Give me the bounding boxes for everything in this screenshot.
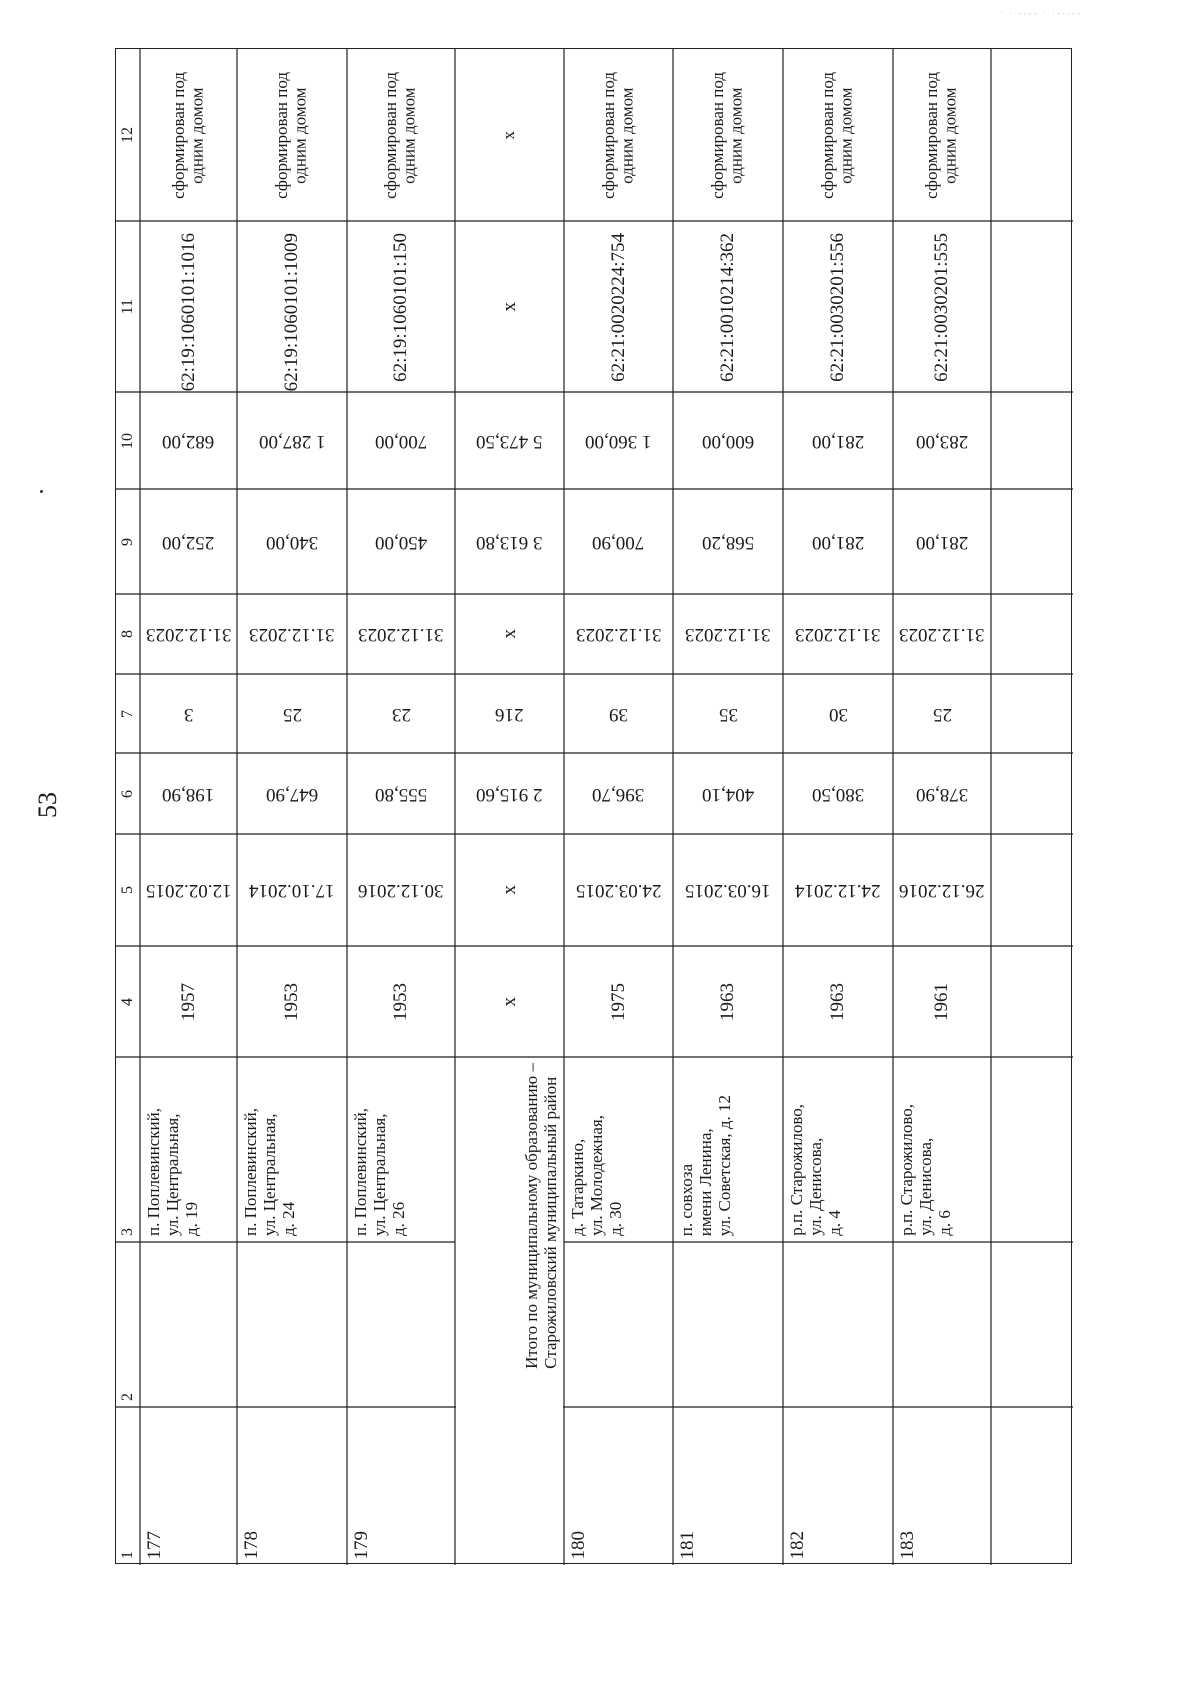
table-cell-c3 xyxy=(140,1057,237,1242)
header-number: 8 xyxy=(119,630,136,638)
header-cell xyxy=(116,834,140,946)
address xyxy=(787,1104,844,1236)
address-line: ул. Центральная, xyxy=(163,1113,183,1236)
header-number: 12 xyxy=(119,127,136,143)
scan-artifact: · · ‐‐‐‐ · ·‐‐‐‐‐ xyxy=(1000,8,1082,18)
table-cell-c8 xyxy=(673,594,783,674)
scan-speck xyxy=(40,490,43,493)
status-line: одним домом xyxy=(291,86,310,184)
table-cell-c8 xyxy=(140,594,237,674)
table-cell-c12 xyxy=(564,49,673,221)
row-number: 183 xyxy=(897,1530,918,1559)
header-cell xyxy=(116,49,140,221)
table-cell-c4 xyxy=(893,946,991,1057)
table-cell-c1 xyxy=(140,1407,237,1565)
area-value: 555,80 xyxy=(374,783,428,805)
address-line: п. совхоза xyxy=(677,1163,696,1236)
table-cell-c6 xyxy=(783,753,893,834)
status-line: сформирован под xyxy=(168,71,188,199)
address-line: д. 4 xyxy=(825,1210,845,1236)
date-recognized: 12.02.2015 xyxy=(145,880,232,901)
table-cell-c5 xyxy=(673,834,783,946)
table-cell-c6 xyxy=(564,753,673,834)
table-cell-c5 xyxy=(564,834,673,946)
table-cell-c5 xyxy=(347,834,455,946)
table-cell-c6 xyxy=(140,753,237,834)
table-cell-c4 xyxy=(455,946,564,1057)
status-text xyxy=(382,72,419,199)
table-cell-c1 xyxy=(783,1407,893,1565)
table-cell-c2 xyxy=(783,1242,893,1407)
table-cell-c2 xyxy=(237,1242,347,1407)
residents-count: 25 xyxy=(282,703,302,725)
status-line: сформирован под xyxy=(708,71,728,199)
table-cell-c6 xyxy=(673,753,783,834)
address-line: имени Ленина, xyxy=(696,1128,716,1236)
planned-date: 31.12.2023 xyxy=(795,624,881,645)
table-cell-c8 xyxy=(455,594,564,674)
land-area: 1 360,00 xyxy=(585,430,652,452)
area-value: 378,90 xyxy=(915,783,969,805)
address-line: ул. Молодежная, xyxy=(587,1115,607,1236)
table-cell-c2 xyxy=(140,1242,237,1407)
table-cell-c12 xyxy=(455,49,564,221)
address-line: д. 30 xyxy=(606,1201,626,1236)
table-cell-c10 xyxy=(455,392,564,489)
table-cell-c6 xyxy=(347,753,455,834)
year-built: 1975 xyxy=(607,982,629,1021)
table-cell-c9 xyxy=(140,489,237,594)
status-line: одним домом xyxy=(187,86,207,184)
address-line: п. Поплевинский, xyxy=(241,1108,260,1236)
address-line: ул. Денисова, xyxy=(916,1138,936,1236)
total-label xyxy=(522,1063,560,1369)
status-line: сформирован под xyxy=(381,71,401,199)
address-line: ул. Центральная, xyxy=(260,1113,280,1236)
planned-date: 31.12.2023 xyxy=(685,624,771,645)
address-line: ул. Центральная, xyxy=(370,1113,390,1236)
table-cell-c10 xyxy=(347,392,455,489)
table-cell-c8 xyxy=(237,594,347,674)
area-value: 396,70 xyxy=(592,783,645,805)
table-cell-c9 xyxy=(455,489,564,594)
cadastral-number: 62:19:1060101:1009 xyxy=(281,233,302,392)
status-line: сформирован под xyxy=(818,71,838,199)
cadastral-number: х xyxy=(498,301,520,312)
residents-count: 35 xyxy=(718,703,738,725)
header-number: 3 xyxy=(119,1228,136,1236)
table-cell-c2 xyxy=(893,1242,991,1407)
address xyxy=(568,1115,625,1236)
table-cell-c12 xyxy=(140,49,237,221)
table-cell-c9 xyxy=(237,489,347,594)
table-cell-c8 xyxy=(783,594,893,674)
table-cell-c9 xyxy=(673,489,783,594)
row-number: 182 xyxy=(787,1530,808,1559)
table-cell-c3 xyxy=(673,1057,783,1242)
address-line: д. 19 xyxy=(182,1201,202,1236)
planned-date: 31.12.2023 xyxy=(249,624,335,645)
header-number: 9 xyxy=(119,537,136,546)
area-value: 404,10 xyxy=(701,783,755,805)
cadastral-number: 62:21:0030201:555 xyxy=(931,233,952,382)
planned-date: 31.12.2023 xyxy=(575,624,662,645)
address-line: п. Поплевинский, xyxy=(351,1108,370,1236)
year-built: 1961 xyxy=(931,982,952,1021)
land-area: 700,00 xyxy=(374,430,428,452)
table-cell-c9 xyxy=(783,489,893,594)
table-cell-c4 xyxy=(673,946,783,1057)
page-number: 53 xyxy=(33,792,62,818)
header-cell xyxy=(116,594,140,674)
table-cell-c7 xyxy=(564,674,673,753)
table-cell-c10 xyxy=(237,392,347,489)
date-recognized: 24.12.2014 xyxy=(795,880,881,901)
table-cell-c7 xyxy=(783,674,893,753)
table-cell-c3 xyxy=(564,1057,673,1242)
date-recognized: 24.03.2015 xyxy=(575,880,662,901)
row-number: 177 xyxy=(144,1530,165,1559)
residents-count: 39 xyxy=(609,703,628,725)
address xyxy=(144,1108,201,1236)
table-cell-c11 xyxy=(673,221,783,392)
status-text xyxy=(273,72,310,199)
table-cell-c8 xyxy=(347,594,455,674)
header-cell xyxy=(116,489,140,594)
table-cell-c12 xyxy=(893,49,991,221)
status-text xyxy=(170,72,207,199)
table-cell-c10 xyxy=(140,392,237,489)
table-cell-c12 xyxy=(673,49,783,221)
table-cell-c11 xyxy=(783,221,893,392)
table-cell-c6 xyxy=(455,753,564,834)
address-line: д. 26 xyxy=(389,1201,409,1236)
status-line: сформирован под xyxy=(598,71,618,199)
cadastral-number: 62:21:0030201:556 xyxy=(827,233,848,382)
table-cell-c5 xyxy=(237,834,347,946)
area-value-2: 281,00 xyxy=(915,531,969,553)
land-area: 682,00 xyxy=(162,430,215,452)
cadastral-number: 62:21:0020224:754 xyxy=(607,233,629,382)
table-cell-c3 xyxy=(237,1057,347,1242)
header-cell xyxy=(116,392,140,489)
table-cell-c5 xyxy=(140,834,237,946)
status-line: одним домом xyxy=(941,86,960,184)
date-recognized: 30.12.2016 xyxy=(358,880,444,901)
table-cell-c4 xyxy=(564,946,673,1057)
cadastral-number: 62:19:1060101:150 xyxy=(390,233,411,382)
merge-mask xyxy=(456,1405,563,1409)
area-value-2: 281,00 xyxy=(811,531,865,553)
table-cell-c4 xyxy=(347,946,455,1057)
address-line: ул. Советская, д. 12 xyxy=(715,1094,735,1236)
status-line: сформирован под xyxy=(272,71,292,199)
year-built: 1953 xyxy=(281,982,302,1021)
table-cell-c2 xyxy=(564,1242,673,1407)
table-cell-c1 xyxy=(237,1407,347,1565)
area-value-2: 700,90 xyxy=(592,531,645,553)
land-area: 281,00 xyxy=(811,430,865,452)
status-line: одним домом xyxy=(400,86,419,184)
status-line: сформирован под xyxy=(922,71,942,199)
residents-count: 216 xyxy=(495,703,524,725)
table-cell-c8 xyxy=(564,594,673,674)
table-cell-c2 xyxy=(347,1242,455,1407)
table-cell-c7 xyxy=(140,674,237,753)
year-built: 1953 xyxy=(390,982,411,1021)
table-cell-c11 xyxy=(347,221,455,392)
header-number: 1 xyxy=(119,1551,136,1559)
table-cell-c10 xyxy=(783,392,893,489)
area-value-2: 568,20 xyxy=(701,531,755,553)
status-text xyxy=(709,72,746,199)
header-number: 10 xyxy=(119,432,136,449)
date-recognized: х xyxy=(498,885,520,895)
date-recognized: 17.10.2014 xyxy=(249,880,335,901)
date-recognized: 26.12.2016 xyxy=(899,880,985,901)
address xyxy=(677,1095,734,1236)
header-number: 5 xyxy=(119,886,136,894)
area-value: 2 915,60 xyxy=(476,783,543,805)
table-cell-c3 xyxy=(347,1057,455,1242)
table-cell-c9 xyxy=(564,489,673,594)
table-cell-c10 xyxy=(893,392,991,489)
date-recognized: 16.03.2015 xyxy=(685,880,771,901)
header-cell xyxy=(116,674,140,753)
table-cell-c5 xyxy=(893,834,991,946)
area-value: 380,50 xyxy=(811,783,865,805)
header-cell xyxy=(116,221,140,392)
header-cell xyxy=(116,1242,140,1407)
header-number: 6 xyxy=(119,789,136,798)
table-cell-c2 xyxy=(673,1242,783,1407)
status-text xyxy=(923,72,960,199)
table-cell-c7 xyxy=(673,674,783,753)
land-area: 600,00 xyxy=(701,430,755,452)
area-value: 647,90 xyxy=(265,783,319,805)
year-built: 1957 xyxy=(177,982,199,1021)
table-cell-c6 xyxy=(237,753,347,834)
address xyxy=(351,1108,408,1236)
header-number: 2 xyxy=(119,1393,136,1401)
table-cell-c9 xyxy=(347,489,455,594)
year-built: 1963 xyxy=(717,982,738,1021)
table-cell-c11 xyxy=(237,221,347,392)
header-cell xyxy=(116,1407,140,1565)
area-value-2: 3 613,80 xyxy=(476,531,543,553)
address xyxy=(241,1108,298,1236)
residents-count: 23 xyxy=(391,703,411,725)
total-label-line: Итого по муниципальному образованию – xyxy=(521,1063,541,1369)
table-cell-c9 xyxy=(893,489,991,594)
cadastral-number: 62:21:0010214:362 xyxy=(717,233,738,382)
planned-date: 31.12.2023 xyxy=(145,624,232,645)
table-cell-c6 xyxy=(893,753,991,834)
table-cell-c4 xyxy=(783,946,893,1057)
address-line: д. 24 xyxy=(279,1201,299,1236)
table-cell-c1 xyxy=(893,1407,991,1565)
status-line: одним домом xyxy=(617,86,637,184)
status-text xyxy=(600,72,637,199)
cadastral-number: 62:19:1060101:1016 xyxy=(177,233,199,392)
address-line: р.п. Старожилово, xyxy=(897,1104,916,1236)
address-line: р.п. Старожилово, xyxy=(787,1104,806,1236)
total-label-cell xyxy=(455,1057,564,1565)
total-label-line: Старожиловский муниципальный район xyxy=(540,1076,560,1369)
table-cell-c3 xyxy=(783,1057,893,1242)
area-value-2: 340,00 xyxy=(265,531,319,553)
row-number: 179 xyxy=(351,1530,372,1559)
table-cell-c12 xyxy=(347,49,455,221)
year-built: х xyxy=(498,996,520,1007)
area-value: 198,90 xyxy=(162,783,215,805)
row-number: 180 xyxy=(568,1530,589,1559)
address-line: д. 6 xyxy=(935,1210,955,1236)
table-cell-c1 xyxy=(673,1407,783,1565)
table-cell-c12 xyxy=(783,49,893,221)
table-cell-c4 xyxy=(140,946,237,1057)
table-cell-c1 xyxy=(347,1407,455,1565)
status-line: одним домом xyxy=(837,86,856,184)
residents-count: 25 xyxy=(932,703,952,725)
residents-count: 30 xyxy=(828,703,848,725)
row-number: 181 xyxy=(677,1530,698,1559)
table-cell-c12 xyxy=(237,49,347,221)
address-line: п. Поплевинский, xyxy=(144,1108,163,1236)
data-table xyxy=(115,48,1072,1564)
planned-date: 31.12.2023 xyxy=(358,624,444,645)
table-cell-c11 xyxy=(893,221,991,392)
table-cell-c7 xyxy=(455,674,564,753)
row-number: 178 xyxy=(241,1530,262,1559)
address-line: ул. Денисова, xyxy=(806,1138,826,1236)
year-built: 1963 xyxy=(827,982,848,1021)
header-number: 7 xyxy=(119,709,136,718)
table-cell-c11 xyxy=(140,221,237,392)
table-cell-c7 xyxy=(237,674,347,753)
table-cell-c7 xyxy=(893,674,991,753)
table-cell-c5 xyxy=(783,834,893,946)
table-cell-c10 xyxy=(673,392,783,489)
status-text xyxy=(500,131,519,140)
table-cell-c11 xyxy=(455,221,564,392)
planned-date: 31.12.2023 xyxy=(899,624,985,645)
table-cell-c3 xyxy=(893,1057,991,1242)
address xyxy=(897,1104,954,1236)
area-value-2: 450,00 xyxy=(374,531,428,553)
table-cell-c5 xyxy=(455,834,564,946)
status-line: одним домом xyxy=(727,86,746,184)
table-cell-c1 xyxy=(564,1407,673,1565)
status-line: х xyxy=(499,130,519,140)
header-number: 4 xyxy=(119,997,136,1006)
address-line: д. Татаркино, xyxy=(568,1138,587,1236)
table-cell-c10 xyxy=(564,392,673,489)
residents-count: 3 xyxy=(183,703,194,725)
table-cell-c4 xyxy=(237,946,347,1057)
table-cell-c7 xyxy=(347,674,455,753)
area-value-2: 252,00 xyxy=(162,531,215,553)
land-area: 5 473,50 xyxy=(476,430,543,452)
status-text xyxy=(819,72,856,199)
header-number: 11 xyxy=(119,298,136,315)
planned-date: х xyxy=(498,629,520,639)
header-cell xyxy=(116,753,140,834)
land-area: 1 287,00 xyxy=(258,430,326,452)
table-cell-c11 xyxy=(564,221,673,392)
header-cell xyxy=(116,946,140,1057)
land-area: 283,00 xyxy=(915,430,969,452)
header-cell xyxy=(116,1057,140,1242)
table-cell-c8 xyxy=(893,594,991,674)
